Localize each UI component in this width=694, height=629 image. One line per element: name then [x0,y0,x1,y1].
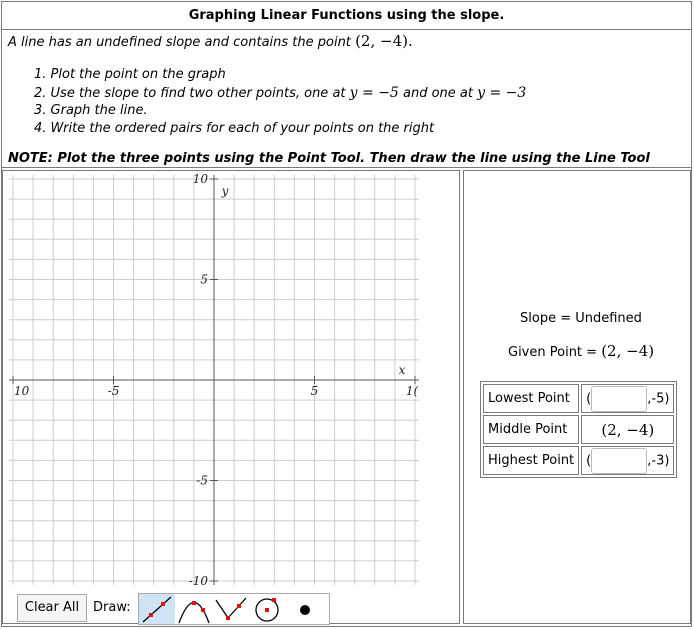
draw-tools [138,593,330,625]
highest-close: ,-3) [647,453,670,468]
absolute-value-tool-button[interactable] [213,594,249,624]
prompt-point: (2, −4). [355,32,413,50]
parabola-tool-icon [176,594,212,624]
table-row [483,384,674,413]
problem-statement [8,32,413,50]
middle-point-cell [581,415,674,444]
step-2-mid: and one at [402,86,473,101]
lowest-point-label: Lowest Point [483,384,579,413]
given-point-value: (2, −4) [601,342,655,360]
highest-point-label: Highest Point [483,446,579,475]
x-axis-label: x [398,363,406,377]
x-tick-label: 5 [310,384,319,398]
table-row [483,415,674,444]
step-2 [34,84,526,102]
middle-point-value: (2, −4) [601,420,655,439]
x-tick-label: 10 [14,384,30,398]
given-point-label: Given Point = [508,345,598,360]
table-row [483,446,674,475]
highest-point-x-input[interactable] [591,448,647,474]
axes [9,175,419,585]
step-4: 4. Write the ordered pairs for each of your points on the right [34,121,435,136]
circle-tool-button[interactable] [250,594,286,624]
slope-label: Slope = Undefined [520,311,642,326]
page-title: Graphing Linear Functions using the slope. [2,2,691,30]
line-tool-icon [139,594,175,624]
lowest-close: ,-5) [647,391,670,406]
step-1: 1. Plot the point on the graph [34,67,226,82]
y-tick-label: 10 [192,172,208,186]
highest-point-cell [581,446,674,475]
lowest-open-paren: ( [586,391,592,406]
ordered-pairs-table [480,381,677,478]
circle-tool-icon [250,594,286,624]
lowest-point-x-input[interactable] [591,386,647,412]
instruction-list [34,66,526,138]
parabola-tool-button[interactable] [176,594,212,624]
point-tool-button[interactable] [287,594,323,624]
step-2-text: 2. Use the slope to find two other points, one at [34,86,346,101]
point-tool-icon [287,594,323,624]
middle-point-label: Middle Point [483,415,579,444]
coordinate-grid[interactable] [3,171,459,623]
highest-open-paren: ( [586,453,592,468]
step-3: 3. Graph the line. [34,103,148,118]
y-tick-label: -10 [188,574,208,588]
absolute-value-tool-icon [213,594,249,624]
given-point [508,342,654,360]
y-tick-label: 5 [200,272,208,287]
x-tick-label: -5 [107,384,120,398]
clear-all-button[interactable]: Clear All [17,594,87,622]
draw-label: Draw: [93,600,131,615]
y-tick-label: -5 [196,473,208,488]
line-tool-button[interactable] [139,594,175,624]
graph-panel [2,170,460,624]
note-text: NOTE: Plot the three points using the Point Tool. Then draw the line using the Line Tool [2,150,691,168]
prompt-text: A line has an undefined slope and contains the point [8,35,351,50]
step-2-y2: y = −3 [477,85,527,101]
answer-panel [463,170,691,624]
step-2-y1: y = −5 [349,85,399,101]
y-axis-label: y [221,184,229,198]
lowest-point-cell [581,384,674,413]
x-tick-label: 1( [405,384,419,398]
